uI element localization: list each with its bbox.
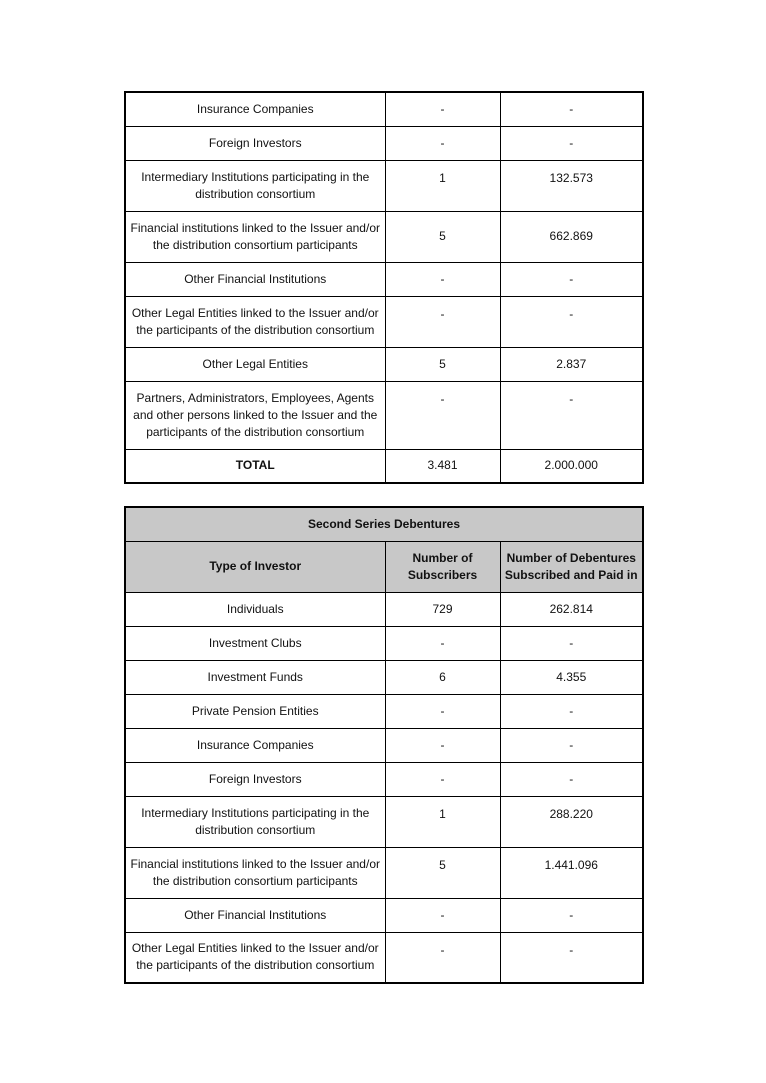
investor-type-cell: Other Financial Institutions	[125, 262, 385, 296]
investor-type-cell: Partners, Administrators, Employees, Agents and other persons linked to the Issuer and the participants of the distribution consortium	[125, 381, 385, 449]
subscribers-cell: 1	[385, 796, 500, 847]
debentures-cell: -	[500, 126, 643, 160]
debentures-cell: -	[500, 762, 643, 796]
table-row	[125, 694, 643, 728]
subscribers-cell: 1	[385, 160, 500, 211]
investor-type-cell: Insurance Companies	[125, 92, 385, 126]
investor-type-cell: Intermediary Institutions participating in the distribution consortium	[125, 796, 385, 847]
subscribers-cell: -	[385, 694, 500, 728]
table-row	[125, 126, 643, 160]
table-row	[125, 932, 643, 983]
second-series-table	[124, 506, 644, 984]
header-type-of-investor: Type of Investor	[125, 541, 385, 592]
investor-type-cell: Intermediary Institutions participating in the distribution consortium	[125, 160, 385, 211]
debentures-cell: -	[500, 92, 643, 126]
table-row	[125, 762, 643, 796]
debentures-cell: 4.355	[500, 660, 643, 694]
table-row	[125, 626, 643, 660]
header-number-of-subscribers: Number of Subscribers	[385, 541, 500, 592]
total-debentures: 2.000.000	[500, 449, 643, 483]
table-header-row	[125, 541, 643, 592]
subscribers-cell: 5	[385, 847, 500, 898]
debentures-cell: 262.814	[500, 592, 643, 626]
investor-type-cell: Other Legal Entities linked to the Issuer and/or the participants of the distribution consortium	[125, 932, 385, 983]
table-row	[125, 847, 643, 898]
debentures-cell: 2.837	[500, 347, 643, 381]
table-row	[125, 381, 643, 449]
subscribers-cell: 6	[385, 660, 500, 694]
debentures-cell: -	[500, 626, 643, 660]
investor-type-cell: Investment Clubs	[125, 626, 385, 660]
investor-type-cell: Investment Funds	[125, 660, 385, 694]
total-subscribers: 3.481	[385, 449, 500, 483]
debentures-cell: -	[500, 381, 643, 449]
total-row	[125, 449, 643, 483]
subscribers-cell: 5	[385, 347, 500, 381]
table-row	[125, 898, 643, 932]
subscribers-cell: -	[385, 381, 500, 449]
table-row	[125, 660, 643, 694]
debentures-cell: 1.441.096	[500, 847, 643, 898]
subscribers-cell: -	[385, 92, 500, 126]
table-row	[125, 160, 643, 211]
debentures-cell: -	[500, 898, 643, 932]
first-series-table	[124, 91, 644, 484]
debentures-cell: -	[500, 932, 643, 983]
investor-type-cell: Other Financial Institutions	[125, 898, 385, 932]
table-title: Second Series Debentures	[125, 507, 643, 541]
subscribers-cell: -	[385, 762, 500, 796]
subscribers-cell: 729	[385, 592, 500, 626]
subscribers-cell: -	[385, 626, 500, 660]
subscribers-cell: -	[385, 932, 500, 983]
table-row	[125, 296, 643, 347]
header-number-of-debentures: Number of Debentures Subscribed and Paid in	[500, 541, 643, 592]
investor-type-cell: Financial institutions linked to the Issuer and/or the distribution consortium participants	[125, 211, 385, 262]
debentures-cell: -	[500, 694, 643, 728]
subscribers-cell: 5	[385, 211, 500, 262]
table-title-row	[125, 507, 643, 541]
debentures-cell: -	[500, 728, 643, 762]
table-row	[125, 347, 643, 381]
debentures-cell: -	[500, 296, 643, 347]
investor-type-cell: Private Pension Entities	[125, 694, 385, 728]
debentures-cell: 288.220	[500, 796, 643, 847]
investor-type-cell: Other Legal Entities	[125, 347, 385, 381]
investor-type-cell: Foreign Investors	[125, 126, 385, 160]
subscribers-cell: -	[385, 296, 500, 347]
subscribers-cell: -	[385, 898, 500, 932]
table-row	[125, 262, 643, 296]
table-row	[125, 796, 643, 847]
table-row	[125, 92, 643, 126]
table-row	[125, 728, 643, 762]
subscribers-cell: -	[385, 262, 500, 296]
investor-type-cell: Foreign Investors	[125, 762, 385, 796]
total-label: TOTAL	[125, 449, 385, 483]
table-row	[125, 211, 643, 262]
investor-type-cell: Individuals	[125, 592, 385, 626]
investor-type-cell: Insurance Companies	[125, 728, 385, 762]
subscribers-cell: -	[385, 728, 500, 762]
debentures-cell: 132.573	[500, 160, 643, 211]
debentures-cell: 662.869	[500, 211, 643, 262]
subscribers-cell: -	[385, 126, 500, 160]
investor-type-cell: Other Legal Entities linked to the Issuer and/or the participants of the distribution consortium	[125, 296, 385, 347]
table-row	[125, 592, 643, 626]
debentures-cell: -	[500, 262, 643, 296]
investor-type-cell: Financial institutions linked to the Issuer and/or the distribution consortium participants	[125, 847, 385, 898]
